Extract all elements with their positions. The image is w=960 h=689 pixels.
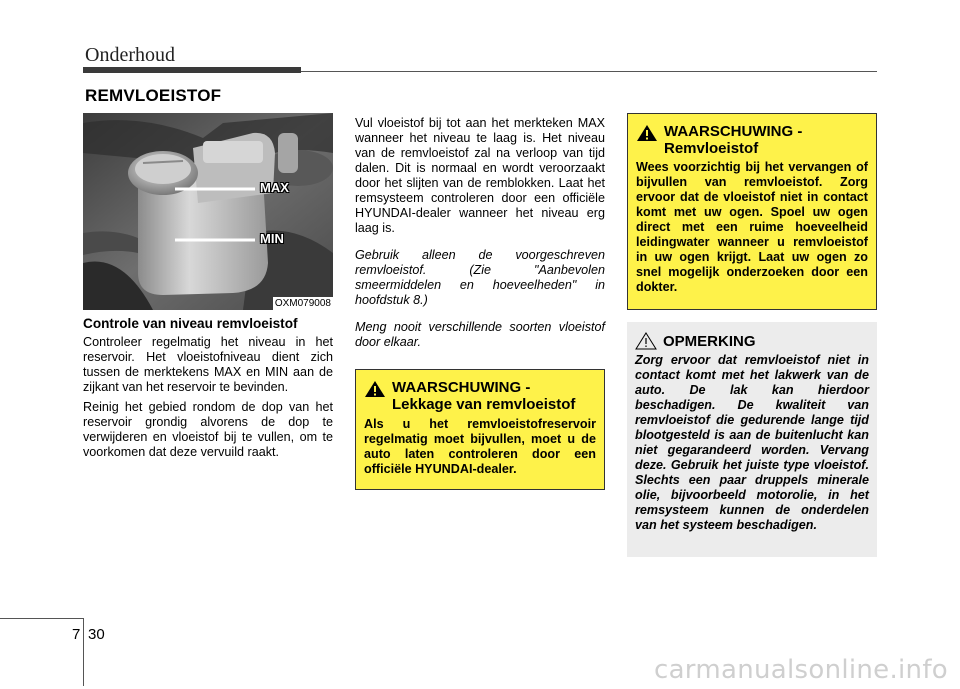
brake-fluid-reservoir-photo xyxy=(83,113,333,310)
max-label: MAX xyxy=(260,180,289,195)
figure-code: OXM079008 xyxy=(274,298,331,309)
notice-title: OPMERKING xyxy=(663,332,756,350)
middle-column xyxy=(355,116,605,362)
warning-box-leakage xyxy=(355,369,605,490)
warning-triangle-icon xyxy=(364,380,386,398)
warning-title: WAARSCHUWING - xyxy=(392,379,531,396)
italic-paragraph: Gebruik alleen de voorgeschreven remvloeistof. (Zie "Aanbevolen smeermiddelen en hoeveelheden" in hoofdstuk 8.) xyxy=(355,248,605,307)
header-bar xyxy=(83,67,301,73)
warning-box-brake-fluid xyxy=(627,113,877,310)
chapter-number: 7 xyxy=(72,626,81,643)
warning-triangle-icon xyxy=(636,124,658,142)
footer-divider xyxy=(83,618,84,686)
paragraph: Controleer regelmatig het niveau in het reservoir. Het vloeistofniveau dient zich tussen de merktekens MAX en MIN aan de zijkant van het reservoir te bevinden. xyxy=(83,335,333,394)
warning-body: Wees voorzichtig bij het vervangen of bijvullen van remvloeistof. Zorg ervoor dat de vloeistof niet in contact komt met uw ogen. Spoel uw ogen direct met een ruime hoeveelheid leidingwater wanneer u remvloeistof in uw ogen krijgt. Laat uw ogen zo snel mogelijk onderzoeken door een dokter. xyxy=(636,160,868,294)
paragraph: Vul vloeistof bij tot aan het merkteken MAX wanneer het niveau te laag is. Het niveau van de remvloeistof zal na verloop van tijd dalen. Dit is normaal en wordt veroorzaakt door het slijten van de remblokken. Laat het remsysteem controleren door een officiële HYUNDAI-dealer wanneer het niveau erg laag is. xyxy=(355,116,605,235)
page-header-title: Onderhoud xyxy=(85,44,175,66)
warning-body: Als u het remvloeistofreservoir regelmatig moet bijvullen, moet u de auto laten controleren door een officiële HYUNDAI-dealer. xyxy=(364,417,596,476)
warning-subtitle: Remvloeistof xyxy=(664,140,759,157)
min-label: MIN xyxy=(260,231,284,246)
notice-body: Zorg ervoor dat remvloeistof niet in contact komt met het lakwerk van de auto. De lak kan hierdoor beschadigen. De kwaliteit van remvloeistof die gedurende lange tijd blootgesteld is aan de buitenlucht kan niet gegarandeerd worden. Vervang deze. Gebruik het juiste type vloeistof. Slechts een paar druppels minerale olie, bijvoorbeeld motorolie, in het remsysteem kunnen de onderdelen van het systeem beschadigen. xyxy=(635,353,869,532)
header-rule xyxy=(301,71,877,72)
notice-box xyxy=(627,322,877,557)
subheading: Controle van niveau remvloeistof xyxy=(83,316,298,331)
italic-paragraph: Meng nooit verschillende soorten vloeistof door elkaar. xyxy=(355,320,605,349)
paragraph: Reinig het gebied rondom de dop van het reservoir grondig alvorens de dop te verwijderen en vloeistof bij te vullen, om te voorkomen dat deze vervuild raakt. xyxy=(83,400,333,459)
footer-rule xyxy=(0,618,84,619)
left-column xyxy=(83,316,333,465)
warning-title: WAARSCHUWING - xyxy=(664,123,803,140)
warning-subtitle: Lekkage van remvloeistof xyxy=(392,396,576,413)
section-title: REMVLOEISTOF xyxy=(85,86,222,105)
page-number: 30 xyxy=(88,626,105,643)
watermark: carmanualsonline.info xyxy=(653,655,948,685)
caution-triangle-icon xyxy=(635,332,657,350)
